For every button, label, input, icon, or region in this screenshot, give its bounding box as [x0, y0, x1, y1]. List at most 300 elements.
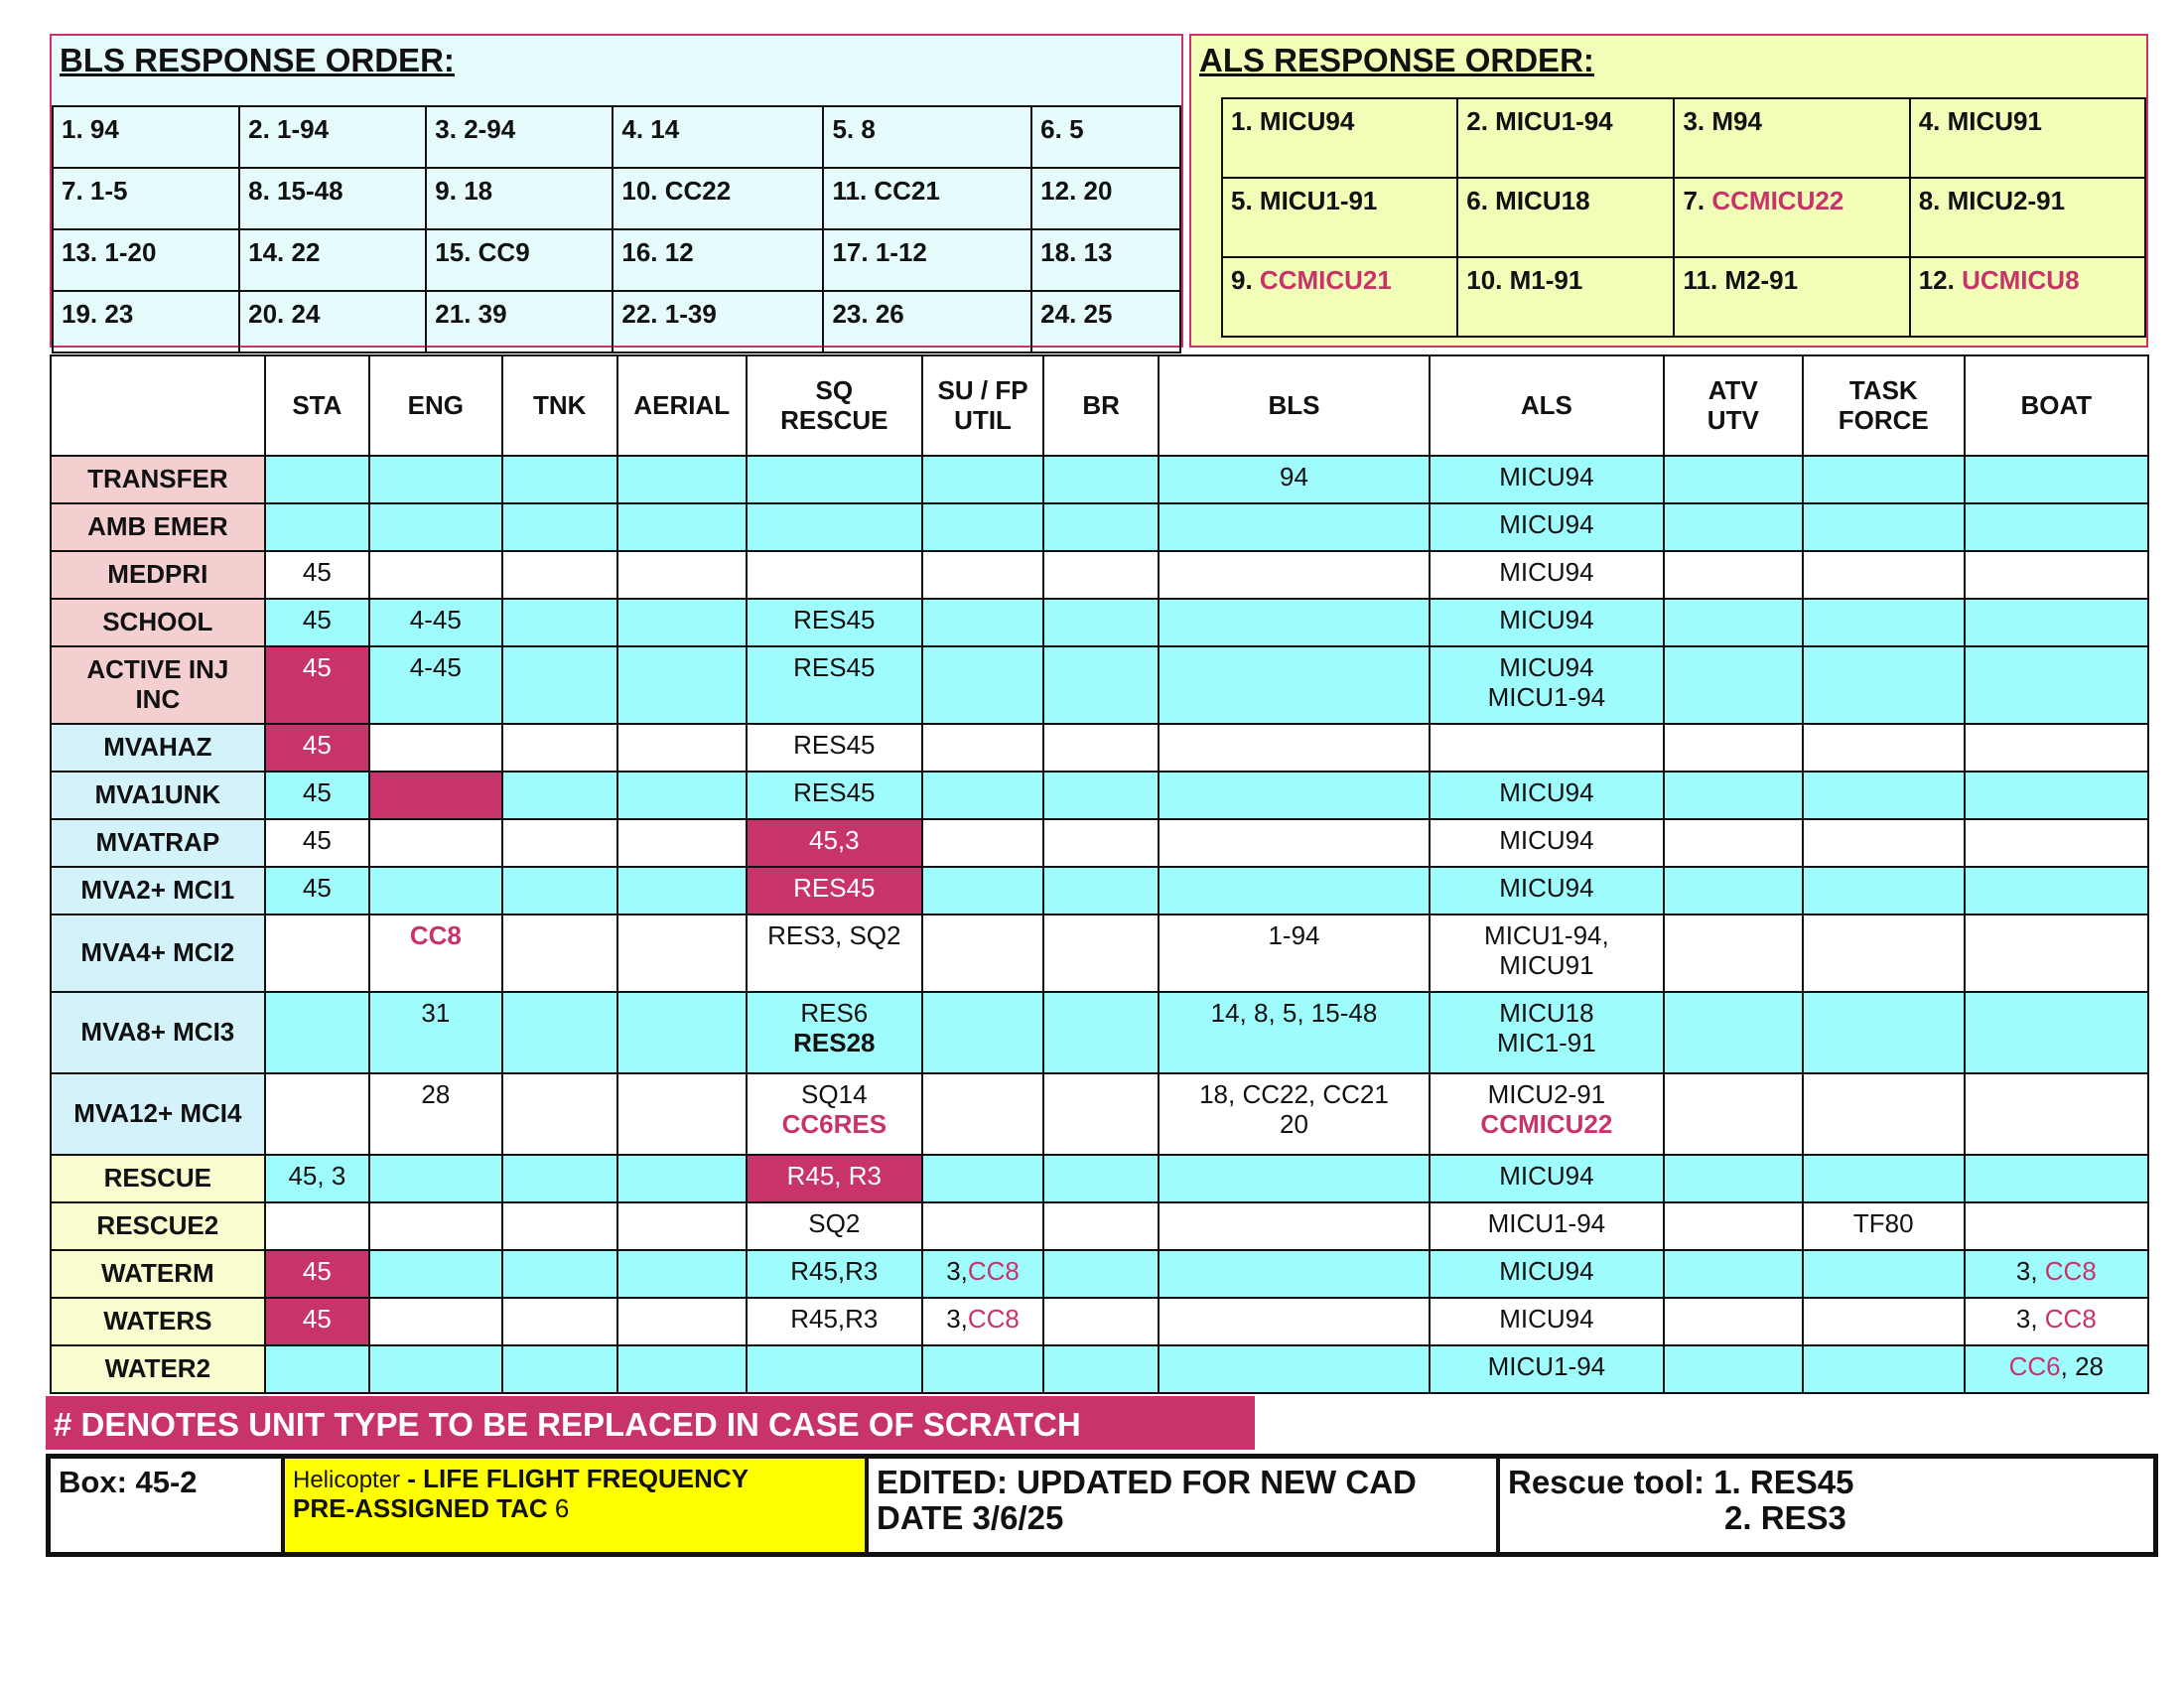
bls-order-cell: 2. 1-94 — [239, 106, 426, 168]
table-cell — [369, 724, 502, 772]
bls-order-cell: 15. CC9 — [426, 229, 613, 291]
table-cell: R45,R3 — [747, 1250, 922, 1298]
bls-order-cell: 18. 13 — [1031, 229, 1180, 291]
edit-info — [869, 1459, 1500, 1552]
als-order-unit: M94 — [1711, 106, 1762, 136]
table-cell — [1043, 819, 1159, 867]
table-cell: MICU94 — [1430, 456, 1664, 503]
als-order-number: 10. — [1466, 265, 1503, 295]
table-cell — [265, 1073, 369, 1155]
table-cell — [1965, 867, 2148, 914]
table-cell — [1664, 456, 1803, 503]
table-cell — [1965, 992, 2148, 1073]
table-row — [51, 646, 2148, 724]
table-cell: RES45 — [747, 724, 922, 772]
als-order-number: 4. — [1918, 106, 1941, 136]
table-cell: MICU1-94, MICU91 — [1430, 914, 1664, 992]
column-header: AERIAL — [617, 355, 747, 456]
als-order-unit: CCMICU22 — [1711, 186, 1844, 215]
bls-order-cell: 11. CC21 — [823, 168, 1031, 229]
table-cell: MICU18 MIC1-91 — [1430, 992, 1664, 1073]
pre-assigned-tac-line — [293, 1494, 857, 1524]
bls-order-cell: 20. 24 — [239, 291, 426, 352]
table-cell — [369, 819, 502, 867]
row-label: MVA12+ MCI4 — [51, 1073, 265, 1155]
table-cell — [369, 1202, 502, 1250]
table-cell — [617, 992, 747, 1073]
helicopter-label: Helicopter — [293, 1467, 401, 1493]
table-cell — [1159, 867, 1430, 914]
table-cell — [1965, 1250, 2148, 1298]
table-cell — [1803, 599, 1965, 646]
table-cell: MICU94 — [1430, 1298, 1664, 1345]
table-cell — [369, 1345, 502, 1393]
table-cell — [1043, 551, 1159, 599]
bls-order-cell: 13. 1-20 — [53, 229, 239, 291]
table-cell: MICU94 — [1430, 867, 1664, 914]
table-cell — [1430, 1073, 1664, 1155]
als-order-number: 11. — [1683, 265, 1718, 295]
row-label: SCHOOL — [51, 599, 265, 646]
table-cell — [1803, 646, 1965, 724]
row-label: MVA1UNK — [51, 772, 265, 819]
row-label: RESCUE2 — [51, 1202, 265, 1250]
table-cell: 45 — [265, 1250, 369, 1298]
table-cell — [265, 503, 369, 551]
als-order-number: 7. — [1683, 186, 1706, 215]
table-row — [51, 1250, 2148, 1298]
table-cell — [922, 599, 1044, 646]
als-order-number: 1. — [1231, 106, 1253, 136]
table-cell: 45 — [265, 819, 369, 867]
cell-line: CCMICU22 — [1480, 1108, 1613, 1139]
table-cell — [502, 1073, 617, 1155]
bls-order-cell: 19. 23 — [53, 291, 239, 352]
als-order-cell — [1222, 257, 1457, 337]
bls-order-row — [53, 168, 1180, 229]
als-order-cell — [1674, 178, 1909, 257]
scratch-note-banner: # DENOTES UNIT TYPE TO BE REPLACED IN CASE OF SCRATCH — [46, 1396, 1255, 1450]
als-order-number: 3. — [1683, 106, 1706, 136]
table-cell — [617, 1250, 747, 1298]
row-label: MVA2+ MCI1 — [51, 867, 265, 914]
table-cell — [1664, 551, 1803, 599]
als-order-cell — [1457, 98, 1674, 178]
column-header: SQ RESCUE — [747, 355, 922, 456]
cell-part: 3, — [946, 1304, 968, 1334]
table-cell: R45, R3 — [747, 1155, 922, 1202]
table-cell — [369, 456, 502, 503]
table-row — [51, 819, 2148, 867]
table-cell — [1803, 1345, 1965, 1393]
table-cell — [617, 1073, 747, 1155]
als-order-cell — [1910, 178, 2145, 257]
cell-part: 3, — [946, 1256, 968, 1286]
rescue-tool-2: 2. RES3 — [1724, 1499, 1846, 1537]
table-cell — [502, 992, 617, 1073]
table-cell: MICU94 — [1430, 819, 1664, 867]
table-cell — [1965, 1298, 2148, 1345]
column-header: ALS — [1430, 355, 1664, 456]
table-cell — [747, 456, 922, 503]
cell-line: CC6RES — [781, 1108, 887, 1139]
table-cell — [502, 1345, 617, 1393]
als-order-grid — [1221, 97, 2146, 338]
table-cell: 14, 8, 5, 15-48 — [1159, 992, 1430, 1073]
table-cell: TF80 — [1803, 1202, 1965, 1250]
footer-bar — [46, 1454, 2158, 1557]
table-cell — [502, 503, 617, 551]
table-cell — [1664, 1155, 1803, 1202]
table-cell: 45 — [265, 646, 369, 724]
row-label: MVA4+ MCI2 — [51, 914, 265, 992]
table-cell — [1965, 1345, 2148, 1393]
table-cell — [369, 1250, 502, 1298]
table-cell: 45 — [265, 867, 369, 914]
table-cell — [1043, 724, 1159, 772]
table-cell — [1159, 551, 1430, 599]
cell-line: SQ14 — [801, 1079, 868, 1109]
table-cell: MICU1-94 — [1430, 1202, 1664, 1250]
column-header: BLS — [1159, 355, 1430, 456]
bls-order-cell: 1. 94 — [53, 106, 239, 168]
table-cell — [617, 1345, 747, 1393]
rescue-tool-1: Rescue tool: 1. RES45 — [1508, 1464, 1854, 1500]
table-cell — [1043, 646, 1159, 724]
table-cell — [1965, 1073, 2148, 1155]
bls-order-cell: 9. 18 — [426, 168, 613, 229]
table-cell — [1965, 1202, 2148, 1250]
als-order-unit: MICU91 — [1947, 106, 2042, 136]
table-cell — [1664, 1202, 1803, 1250]
table-row — [51, 724, 2148, 772]
rescue-tool-info — [1500, 1459, 2153, 1552]
table-cell — [369, 772, 502, 819]
table-cell — [502, 867, 617, 914]
als-order-unit: M1-91 — [1509, 265, 1583, 295]
table-cell — [617, 551, 747, 599]
table-cell — [922, 914, 1044, 992]
table-row — [51, 1155, 2148, 1202]
row-label: WATERM — [51, 1250, 265, 1298]
table-cell — [1664, 914, 1803, 992]
table-cell — [922, 867, 1044, 914]
table-cell — [1043, 1345, 1159, 1393]
table-cell: MICU94 — [1430, 503, 1664, 551]
table-cell — [1803, 724, 1965, 772]
als-order-cell — [1222, 98, 1457, 178]
als-order-number: 9. — [1231, 265, 1253, 295]
table-cell: 45 — [265, 772, 369, 819]
table-cell — [747, 1073, 922, 1155]
table-cell: MICU94 — [1430, 1250, 1664, 1298]
table-cell — [1803, 992, 1965, 1073]
table-cell — [1803, 551, 1965, 599]
cell-part-red: CC6 — [2008, 1351, 2061, 1381]
table-cell — [369, 867, 502, 914]
column-header: ATV UTV — [1664, 355, 1803, 456]
pre-assigned-tac-label: PRE-ASSIGNED TAC — [293, 1492, 555, 1523]
table-cell — [1965, 599, 2148, 646]
table-cell: 4-45 — [369, 599, 502, 646]
table-cell — [265, 1345, 369, 1393]
column-header — [51, 355, 265, 456]
cell-line: CC8 — [409, 920, 462, 950]
row-label: RESCUE — [51, 1155, 265, 1202]
table-row — [51, 992, 2148, 1073]
table-cell — [1803, 503, 1965, 551]
table-cell — [1043, 503, 1159, 551]
table-cell — [502, 1250, 617, 1298]
table-cell — [922, 819, 1044, 867]
als-order-number: 6. — [1466, 186, 1488, 215]
table-cell — [617, 914, 747, 992]
bls-order-cell: 3. 2-94 — [426, 106, 613, 168]
table-cell — [922, 646, 1044, 724]
row-label: MVA8+ MCI3 — [51, 992, 265, 1073]
table-cell — [617, 599, 747, 646]
table-cell: RES45 — [747, 599, 922, 646]
table-cell — [1159, 1202, 1430, 1250]
table-cell — [369, 503, 502, 551]
bls-order-cell: 24. 25 — [1031, 291, 1180, 352]
cell-part-red: CC8 — [2044, 1256, 2097, 1286]
als-order-number: 8. — [1918, 186, 1941, 215]
table-cell — [1803, 1073, 1965, 1155]
table-cell — [1043, 599, 1159, 646]
table-cell: 45 — [265, 1298, 369, 1345]
table-row — [51, 1073, 2148, 1155]
table-cell: MICU94 — [1430, 599, 1664, 646]
bls-order-cell: 8. 15-48 — [239, 168, 426, 229]
table-cell — [1803, 1250, 1965, 1298]
table-cell — [1803, 1298, 1965, 1345]
table-cell: 45 — [265, 724, 369, 772]
table-cell — [1664, 646, 1803, 724]
als-order-unit: MICU2-91 — [1947, 186, 2066, 215]
table-cell — [502, 772, 617, 819]
table-cell — [502, 1202, 617, 1250]
table-cell — [1965, 724, 2148, 772]
bls-title: BLS RESPONSE ORDER: — [60, 42, 455, 78]
table-row — [51, 772, 2148, 819]
table-cell — [922, 1202, 1044, 1250]
table-cell — [922, 503, 1044, 551]
bls-order-cell: 16. 12 — [613, 229, 823, 291]
als-order-unit: M2-91 — [1724, 265, 1799, 295]
table-cell — [1159, 646, 1430, 724]
als-order-cell — [1457, 178, 1674, 257]
table-cell — [265, 914, 369, 992]
als-order-cell — [1222, 178, 1457, 257]
row-label: MEDPRI — [51, 551, 265, 599]
bls-order-cell: 6. 5 — [1031, 106, 1180, 168]
table-cell — [1965, 772, 2148, 819]
table-cell — [747, 551, 922, 599]
table-cell — [1965, 503, 2148, 551]
table-cell — [502, 724, 617, 772]
cell-part: 3, — [2015, 1304, 2045, 1334]
table-cell — [1664, 1250, 1803, 1298]
table-cell — [922, 1250, 1044, 1298]
table-cell — [1159, 503, 1430, 551]
cell-part-red: CC8 — [967, 1304, 1020, 1334]
table-row — [51, 456, 2148, 503]
als-order-unit: MICU1-94 — [1495, 106, 1613, 136]
als-order-unit: MICU18 — [1495, 186, 1590, 215]
header-row — [51, 355, 2148, 456]
cell-part: 3, — [2015, 1256, 2045, 1286]
table-cell — [502, 599, 617, 646]
table-cell — [502, 551, 617, 599]
table-row — [51, 503, 2148, 551]
als-order-row — [1222, 178, 2145, 257]
life-flight-frequency: - LIFE FLIGHT FREQUENCY — [400, 1464, 750, 1493]
table-cell — [922, 1298, 1044, 1345]
als-order-unit: MICU94 — [1259, 106, 1355, 136]
table-cell — [1965, 646, 2148, 724]
table-cell — [1664, 1345, 1803, 1393]
als-order-unit: MICU1-91 — [1259, 186, 1378, 215]
table-cell — [1043, 1155, 1159, 1202]
row-label: TRANSFER — [51, 456, 265, 503]
cell-part: , 28 — [2060, 1351, 2105, 1381]
table-cell — [1159, 1250, 1430, 1298]
table-cell: 45,3 — [747, 819, 922, 867]
table-cell: SQ2 — [747, 1202, 922, 1250]
bls-order-row — [53, 229, 1180, 291]
als-response-order-panel — [1189, 34, 2148, 348]
bls-order-cell: 17. 1-12 — [823, 229, 1031, 291]
table-cell — [1043, 1202, 1159, 1250]
table-cell: MICU94 — [1430, 551, 1664, 599]
bls-order-cell: 22. 1-39 — [613, 291, 823, 352]
table-cell — [1159, 1298, 1430, 1345]
als-order-row — [1222, 98, 2145, 178]
cell-line: RES6 — [800, 998, 869, 1028]
als-order-row — [1222, 257, 2145, 337]
table-cell — [1664, 867, 1803, 914]
bls-order-cell: 21. 39 — [426, 291, 613, 352]
table-cell — [1664, 1073, 1803, 1155]
table-cell: 28 — [369, 1073, 502, 1155]
pre-assigned-tac-value: 6 — [554, 1492, 570, 1523]
edit-date: DATE 3/6/25 — [877, 1499, 1064, 1537]
row-label: AMB EMER — [51, 503, 265, 551]
cell-part-red: CC8 — [2044, 1304, 2097, 1334]
table-cell — [1159, 1345, 1430, 1393]
als-order-cell — [1674, 98, 1909, 178]
bls-order-cell: 10. CC22 — [613, 168, 823, 229]
als-order-unit: UCMICU8 — [1962, 265, 2080, 295]
box-number: Box: 45-2 — [51, 1459, 285, 1552]
row-label: ACTIVE INJ INC — [51, 646, 265, 724]
table-cell — [1159, 1155, 1430, 1202]
als-order-cell — [1910, 98, 2145, 178]
table-cell — [617, 819, 747, 867]
edited-note: EDITED: UPDATED FOR NEW CAD — [877, 1464, 1417, 1500]
bls-order-row — [53, 106, 1180, 168]
table-cell — [922, 456, 1044, 503]
helicopter-info — [285, 1459, 869, 1552]
bls-order-cell: 12. 20 — [1031, 168, 1180, 229]
table-cell — [1043, 456, 1159, 503]
helicopter-line — [293, 1465, 857, 1494]
table-cell — [265, 992, 369, 1073]
table-cell — [1159, 599, 1430, 646]
row-label: WATER2 — [51, 1345, 265, 1393]
als-order-number: 12. — [1918, 265, 1955, 295]
table-cell — [502, 819, 617, 867]
table-cell: RES45 — [747, 646, 922, 724]
table-cell — [369, 551, 502, 599]
table-cell: RES3, SQ2 — [747, 914, 922, 992]
bls-order-cell: 7. 1-5 — [53, 168, 239, 229]
table-row — [51, 867, 2148, 914]
table-cell — [922, 551, 1044, 599]
row-label: WATERS — [51, 1298, 265, 1345]
table-cell: 45, 3 — [265, 1155, 369, 1202]
table-cell — [502, 456, 617, 503]
table-cell: 45 — [265, 599, 369, 646]
table-cell — [502, 1155, 617, 1202]
table-cell: 45 — [265, 551, 369, 599]
als-title: ALS RESPONSE ORDER: — [1199, 42, 1594, 78]
table-cell — [922, 772, 1044, 819]
table-cell — [922, 724, 1044, 772]
bls-response-order-panel — [50, 34, 1183, 348]
table-cell — [1159, 724, 1430, 772]
table-cell — [617, 503, 747, 551]
bls-order-cell: 23. 26 — [823, 291, 1031, 352]
table-cell: MICU94 MICU1-94 — [1430, 646, 1664, 724]
table-cell — [1043, 1298, 1159, 1345]
table-cell — [265, 456, 369, 503]
table-cell — [1043, 1250, 1159, 1298]
table-cell: RES45 — [747, 772, 922, 819]
bls-order-cell: 5. 8 — [823, 106, 1031, 168]
table-cell — [1664, 772, 1803, 819]
table-cell — [1664, 724, 1803, 772]
table-cell — [747, 1345, 922, 1393]
table-cell — [1803, 772, 1965, 819]
bls-order-cell: 14. 22 — [239, 229, 426, 291]
bls-order-grid — [52, 105, 1181, 353]
table-cell — [1159, 819, 1430, 867]
column-header: ENG — [369, 355, 502, 456]
bls-order-row — [53, 291, 1180, 352]
table-cell — [369, 1298, 502, 1345]
table-cell — [1965, 456, 2148, 503]
table-cell: MICU1-94 — [1430, 1345, 1664, 1393]
table-row — [51, 1202, 2148, 1250]
column-header: TNK — [502, 355, 617, 456]
table-row — [51, 1345, 2148, 1393]
column-header: BOAT — [1965, 355, 2148, 456]
table-row — [51, 914, 2148, 992]
table-cell — [922, 992, 1044, 1073]
table-cell: R45,R3 — [747, 1298, 922, 1345]
column-header: BR — [1043, 355, 1159, 456]
als-order-unit: CCMICU21 — [1259, 265, 1392, 295]
bls-order-cell: 4. 14 — [613, 106, 823, 168]
table-cell — [1664, 599, 1803, 646]
table-cell — [922, 1155, 1044, 1202]
table-row — [51, 551, 2148, 599]
table-cell — [1803, 819, 1965, 867]
table-cell — [1803, 1155, 1965, 1202]
table-cell — [617, 1155, 747, 1202]
